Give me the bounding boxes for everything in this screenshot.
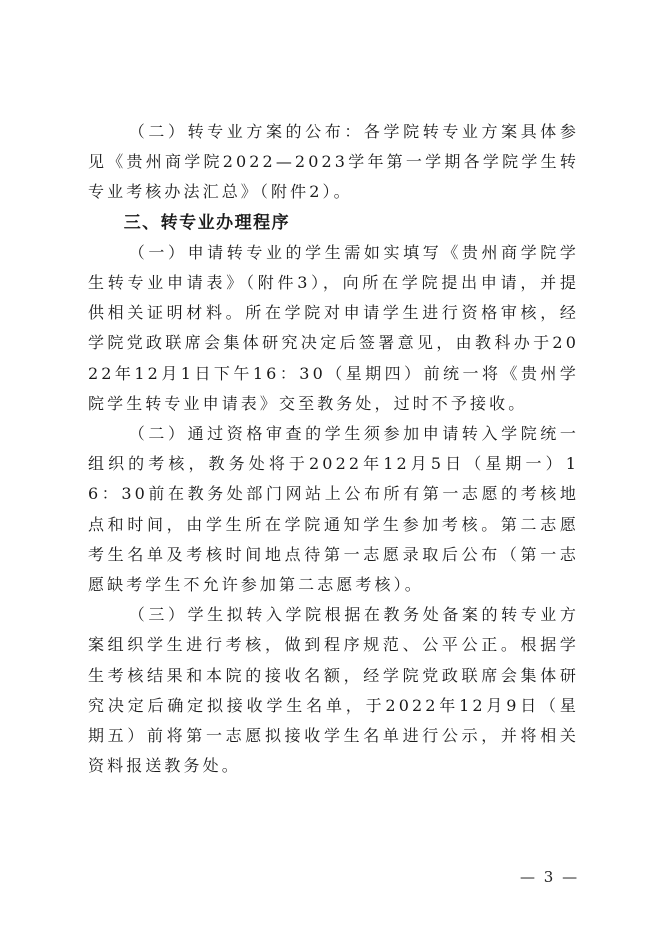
paragraph-admission-list: （三）学生拟转入学院根据在教务处备案的转专业方案组织学生进行考核，做到程序规范、公平公正。根据学生考核结果和本院的接收名额，经学院党政联席会集体研究决定后确定拟接收学生名单，于2022年12月9日（星期五）前将第一志愿拟接收学生名单进行公示，并将相关资料报送教务处。 (88, 605, 579, 776)
section-heading-procedure: 三、转专业办理程序 (123, 212, 291, 233)
paragraph-transfer-plan-publication: （二）转专业方案的公布：各学院转专业方案具体参见《贵州商学院2022—2023学年第一学期各学院学生转专业考核办法汇总》（附件2）。 (88, 122, 579, 202)
paragraph-assessment: （二）通过资格审查的学生须参加申请转入学院统一组织的考核，教务处将于2022年12月5日（星期一）16：30前在教务处部门网站上公布所有第一志愿的考核地点和时间，由学生所在学院通知学生参加考核。第二志愿考生名单及考核时间地点待第一志愿录取后公布（第一志愿缺考学生不允许参加第二志愿考核）。 (88, 424, 579, 595)
document-page (88, 117, 579, 781)
paragraph-application: （一）申请转专业的学生需如实填写《贵州商学院学生转专业申请表》（附件3），向所在学院提出申请，并提供相关证明材料。所在学院对申请学生进行资格审核，经学院党政联席会集体研究决定后签署意见，由教科办于2022年12月1日下午16：30（星期四）前统一将《贵州学院学生转专业申请表》交至教务处，过时不予接收。 (88, 242, 579, 413)
page-number: — 3 — (520, 868, 580, 886)
